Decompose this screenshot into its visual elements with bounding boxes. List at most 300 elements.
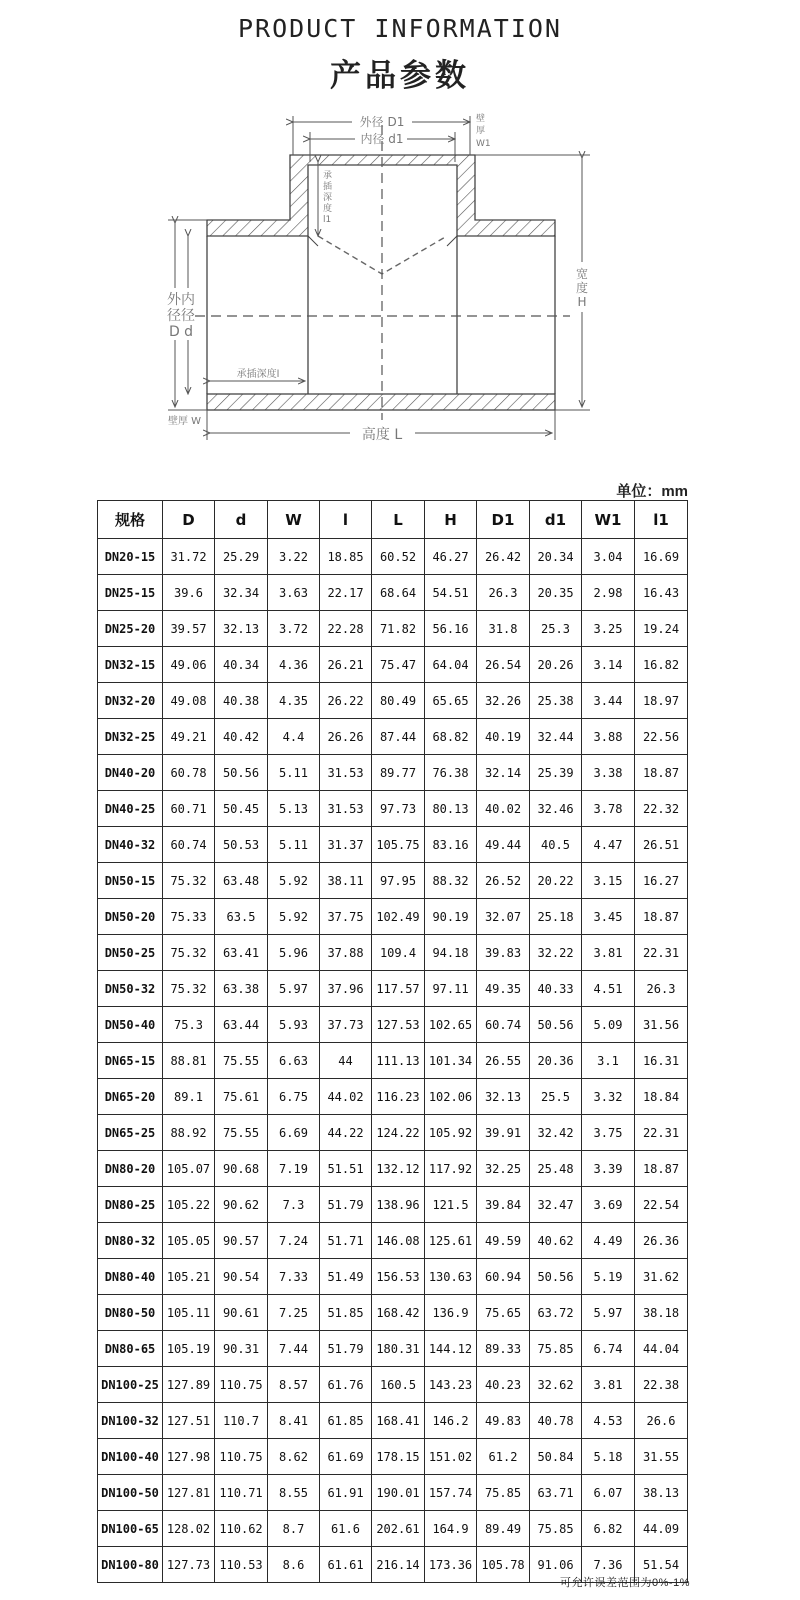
spec-cell: DN100-25 bbox=[98, 1367, 163, 1403]
value-cell: 38.11 bbox=[320, 863, 372, 899]
tee-fitting-diagram bbox=[160, 108, 610, 448]
value-cell: 37.73 bbox=[320, 1007, 372, 1043]
value-cell: 90.62 bbox=[215, 1187, 268, 1223]
value-cell: 5.92 bbox=[268, 899, 320, 935]
table-row bbox=[98, 791, 688, 827]
value-cell: 26.21 bbox=[320, 647, 372, 683]
spec-cell: DN50-40 bbox=[98, 1007, 163, 1043]
value-cell: 97.11 bbox=[425, 971, 477, 1007]
value-cell: 31.56 bbox=[635, 1007, 688, 1043]
value-cell: 7.44 bbox=[268, 1331, 320, 1367]
value-cell: 63.44 bbox=[215, 1007, 268, 1043]
value-cell: 32.22 bbox=[530, 935, 582, 971]
value-cell: 90.68 bbox=[215, 1151, 268, 1187]
value-cell: 61.69 bbox=[320, 1439, 372, 1475]
value-cell: 16.43 bbox=[635, 575, 688, 611]
value-cell: 64.04 bbox=[425, 647, 477, 683]
table-row bbox=[98, 611, 688, 647]
value-cell: 5.97 bbox=[582, 1295, 635, 1331]
value-cell: 40.5 bbox=[530, 827, 582, 863]
socket-depth-l1-1: 承 bbox=[323, 171, 333, 181]
table-row bbox=[98, 935, 688, 971]
value-cell: 32.26 bbox=[477, 683, 530, 719]
value-cell: 75.47 bbox=[372, 647, 425, 683]
value-cell: 54.51 bbox=[425, 575, 477, 611]
spec-cell: DN32-25 bbox=[98, 719, 163, 755]
value-cell: 60.74 bbox=[477, 1007, 530, 1043]
value-cell: 127.53 bbox=[372, 1007, 425, 1043]
value-cell: 40.23 bbox=[477, 1367, 530, 1403]
value-cell: 5.11 bbox=[268, 755, 320, 791]
value-cell: 44.22 bbox=[320, 1115, 372, 1151]
value-cell: 63.41 bbox=[215, 935, 268, 971]
value-cell: 91.06 bbox=[530, 1547, 582, 1583]
spec-cell: DN80-50 bbox=[98, 1295, 163, 1331]
value-cell: 22.31 bbox=[635, 935, 688, 971]
value-cell: 25.29 bbox=[215, 539, 268, 575]
value-cell: 157.74 bbox=[425, 1475, 477, 1511]
value-cell: 25.38 bbox=[530, 683, 582, 719]
value-cell: 146.08 bbox=[372, 1223, 425, 1259]
value-cell: 19.24 bbox=[635, 611, 688, 647]
value-cell: 31.62 bbox=[635, 1259, 688, 1295]
value-cell: 37.88 bbox=[320, 935, 372, 971]
value-cell: 60.78 bbox=[163, 755, 215, 791]
value-cell: 32.34 bbox=[215, 575, 268, 611]
value-cell: 8.7 bbox=[268, 1511, 320, 1547]
value-cell: 31.72 bbox=[163, 539, 215, 575]
value-cell: 40.62 bbox=[530, 1223, 582, 1259]
value-cell: 6.75 bbox=[268, 1079, 320, 1115]
value-cell: 3.38 bbox=[582, 755, 635, 791]
value-cell: 89.33 bbox=[477, 1331, 530, 1367]
value-cell: 105.05 bbox=[163, 1223, 215, 1259]
value-cell: 51.51 bbox=[320, 1151, 372, 1187]
value-cell: 5.19 bbox=[582, 1259, 635, 1295]
value-cell: 63.48 bbox=[215, 863, 268, 899]
value-cell: 61.6 bbox=[320, 1511, 372, 1547]
value-cell: 31.37 bbox=[320, 827, 372, 863]
value-cell: 32.13 bbox=[215, 611, 268, 647]
value-cell: 60.71 bbox=[163, 791, 215, 827]
value-cell: 3.78 bbox=[582, 791, 635, 827]
height-l-label: 高度 L bbox=[361, 427, 403, 443]
value-cell: 60.52 bbox=[372, 539, 425, 575]
value-cell: 37.96 bbox=[320, 971, 372, 1007]
value-cell: 83.16 bbox=[425, 827, 477, 863]
value-cell: 44 bbox=[320, 1043, 372, 1079]
spec-cell: DN40-32 bbox=[98, 827, 163, 863]
value-cell: 89.1 bbox=[163, 1079, 215, 1115]
value-cell: 101.34 bbox=[425, 1043, 477, 1079]
value-cell: 25.39 bbox=[530, 755, 582, 791]
value-cell: 3.44 bbox=[582, 683, 635, 719]
column-header: W bbox=[268, 501, 320, 539]
value-cell: 127.81 bbox=[163, 1475, 215, 1511]
tolerance-note: 可允许误差范围为0%-1% bbox=[560, 1577, 690, 1589]
value-cell: 32.47 bbox=[530, 1187, 582, 1223]
value-cell: 44.02 bbox=[320, 1079, 372, 1115]
value-cell: 75.55 bbox=[215, 1115, 268, 1151]
value-cell: 51.54 bbox=[635, 1547, 688, 1583]
value-cell: 89.49 bbox=[477, 1511, 530, 1547]
value-cell: 31.53 bbox=[320, 791, 372, 827]
value-cell: 50.53 bbox=[215, 827, 268, 863]
value-cell: 5.97 bbox=[268, 971, 320, 1007]
socket-depth-l1-3: 深 bbox=[323, 193, 333, 203]
value-cell: 90.19 bbox=[425, 899, 477, 935]
value-cell: 18.87 bbox=[635, 755, 688, 791]
value-cell: 3.63 bbox=[268, 575, 320, 611]
value-cell: 75.85 bbox=[477, 1475, 530, 1511]
spec-cell: DN20-15 bbox=[98, 539, 163, 575]
value-cell: 49.21 bbox=[163, 719, 215, 755]
column-header: d bbox=[215, 501, 268, 539]
column-header: 规格 bbox=[98, 501, 163, 539]
value-cell: 7.25 bbox=[268, 1295, 320, 1331]
spec-cell: DN100-50 bbox=[98, 1475, 163, 1511]
spec-cell: DN65-25 bbox=[98, 1115, 163, 1151]
value-cell: 7.24 bbox=[268, 1223, 320, 1259]
value-cell: 5.96 bbox=[268, 935, 320, 971]
outer-diameter-d1-label: 外径 D1 bbox=[359, 115, 405, 129]
value-cell: 127.73 bbox=[163, 1547, 215, 1583]
value-cell: 26.26 bbox=[320, 719, 372, 755]
value-cell: 40.78 bbox=[530, 1403, 582, 1439]
value-cell: 5.11 bbox=[268, 827, 320, 863]
value-cell: 63.38 bbox=[215, 971, 268, 1007]
spec-cell: DN25-15 bbox=[98, 575, 163, 611]
value-cell: 49.06 bbox=[163, 647, 215, 683]
table-row bbox=[98, 719, 688, 755]
spec-cell: DN50-32 bbox=[98, 971, 163, 1007]
value-cell: 124.22 bbox=[372, 1115, 425, 1151]
value-cell: 5.93 bbox=[268, 1007, 320, 1043]
value-cell: 132.12 bbox=[372, 1151, 425, 1187]
value-cell: 5.18 bbox=[582, 1439, 635, 1475]
value-cell: 3.32 bbox=[582, 1079, 635, 1115]
value-cell: 4.4 bbox=[268, 719, 320, 755]
value-cell: 60.94 bbox=[477, 1259, 530, 1295]
table-row bbox=[98, 1115, 688, 1151]
value-cell: 80.49 bbox=[372, 683, 425, 719]
column-header: L bbox=[372, 501, 425, 539]
value-cell: 178.15 bbox=[372, 1439, 425, 1475]
value-cell: 151.02 bbox=[425, 1439, 477, 1475]
value-cell: 168.41 bbox=[372, 1403, 425, 1439]
value-cell: 68.64 bbox=[372, 575, 425, 611]
value-cell: 39.6 bbox=[163, 575, 215, 611]
value-cell: 51.85 bbox=[320, 1295, 372, 1331]
socket-depth-l1-4: 度 bbox=[323, 204, 333, 214]
value-cell: 180.31 bbox=[372, 1331, 425, 1367]
value-cell: 31.53 bbox=[320, 755, 372, 791]
value-cell: 16.31 bbox=[635, 1043, 688, 1079]
value-cell: 56.16 bbox=[425, 611, 477, 647]
value-cell: 18.84 bbox=[635, 1079, 688, 1115]
value-cell: 75.65 bbox=[477, 1295, 530, 1331]
value-cell: 6.74 bbox=[582, 1331, 635, 1367]
spec-cell: DN32-15 bbox=[98, 647, 163, 683]
value-cell: 61.61 bbox=[320, 1547, 372, 1583]
value-cell: 4.36 bbox=[268, 647, 320, 683]
value-cell: 50.56 bbox=[530, 1007, 582, 1043]
value-cell: 8.41 bbox=[268, 1403, 320, 1439]
value-cell: 26.52 bbox=[477, 863, 530, 899]
spec-cell: DN80-65 bbox=[98, 1331, 163, 1367]
value-cell: 164.9 bbox=[425, 1511, 477, 1547]
value-cell: 88.32 bbox=[425, 863, 477, 899]
value-cell: 46.27 bbox=[425, 539, 477, 575]
spec-cell: DN50-20 bbox=[98, 899, 163, 935]
value-cell: 18.87 bbox=[635, 1151, 688, 1187]
value-cell: 51.79 bbox=[320, 1187, 372, 1223]
value-cell: 75.85 bbox=[530, 1331, 582, 1367]
spec-cell: DN80-25 bbox=[98, 1187, 163, 1223]
value-cell: 80.13 bbox=[425, 791, 477, 827]
value-cell: 7.36 bbox=[582, 1547, 635, 1583]
value-cell: 49.83 bbox=[477, 1403, 530, 1439]
table-row bbox=[98, 1511, 688, 1547]
value-cell: 117.92 bbox=[425, 1151, 477, 1187]
value-cell: 3.39 bbox=[582, 1151, 635, 1187]
table-header-row bbox=[98, 501, 688, 539]
value-cell: 61.76 bbox=[320, 1367, 372, 1403]
value-cell: 20.22 bbox=[530, 863, 582, 899]
value-cell: 63.72 bbox=[530, 1295, 582, 1331]
value-cell: 2.98 bbox=[582, 575, 635, 611]
value-cell: 6.69 bbox=[268, 1115, 320, 1151]
value-cell: 110.71 bbox=[215, 1475, 268, 1511]
value-cell: 32.13 bbox=[477, 1079, 530, 1115]
value-cell: 39.57 bbox=[163, 611, 215, 647]
value-cell: 40.38 bbox=[215, 683, 268, 719]
table-row bbox=[98, 647, 688, 683]
value-cell: 3.04 bbox=[582, 539, 635, 575]
wall-w1-label-1: 壁 bbox=[476, 114, 486, 124]
value-cell: 75.85 bbox=[530, 1511, 582, 1547]
table-row bbox=[98, 971, 688, 1007]
value-cell: 127.98 bbox=[163, 1439, 215, 1475]
table-row bbox=[98, 1007, 688, 1043]
value-cell: 143.23 bbox=[425, 1367, 477, 1403]
column-header: d1 bbox=[530, 501, 582, 539]
value-cell: 26.54 bbox=[477, 647, 530, 683]
width-h-label-3: H bbox=[577, 295, 587, 309]
value-cell: 63.5 bbox=[215, 899, 268, 935]
spec-cell: DN50-25 bbox=[98, 935, 163, 971]
value-cell: 61.2 bbox=[477, 1439, 530, 1475]
value-cell: 128.02 bbox=[163, 1511, 215, 1547]
column-header: l1 bbox=[635, 501, 688, 539]
value-cell: 146.2 bbox=[425, 1403, 477, 1439]
value-cell: 110.53 bbox=[215, 1547, 268, 1583]
value-cell: 16.82 bbox=[635, 647, 688, 683]
spec-cell: DN80-20 bbox=[98, 1151, 163, 1187]
outer-inner-dia-label-3: D d bbox=[168, 324, 194, 340]
value-cell: 3.69 bbox=[582, 1187, 635, 1223]
table-row bbox=[98, 827, 688, 863]
value-cell: 22.56 bbox=[635, 719, 688, 755]
value-cell: 216.14 bbox=[372, 1547, 425, 1583]
table-row bbox=[98, 863, 688, 899]
value-cell: 3.45 bbox=[582, 899, 635, 935]
value-cell: 105.21 bbox=[163, 1259, 215, 1295]
value-cell: 26.42 bbox=[477, 539, 530, 575]
title-english: PRODUCT INFORMATION bbox=[238, 14, 562, 43]
value-cell: 75.55 bbox=[215, 1043, 268, 1079]
socket-depth-l1-2: 插 bbox=[323, 182, 333, 192]
value-cell: 8.6 bbox=[268, 1547, 320, 1583]
value-cell: 97.95 bbox=[372, 863, 425, 899]
value-cell: 44.04 bbox=[635, 1331, 688, 1367]
value-cell: 75.61 bbox=[215, 1079, 268, 1115]
socket-depth-l1-5: l1 bbox=[323, 215, 332, 225]
value-cell: 110.75 bbox=[215, 1439, 268, 1475]
value-cell: 127.51 bbox=[163, 1403, 215, 1439]
value-cell: 111.13 bbox=[372, 1043, 425, 1079]
value-cell: 8.55 bbox=[268, 1475, 320, 1511]
value-cell: 32.46 bbox=[530, 791, 582, 827]
value-cell: 102.49 bbox=[372, 899, 425, 935]
value-cell: 39.83 bbox=[477, 935, 530, 971]
value-cell: 156.53 bbox=[372, 1259, 425, 1295]
value-cell: 32.62 bbox=[530, 1367, 582, 1403]
value-cell: 40.33 bbox=[530, 971, 582, 1007]
value-cell: 18.87 bbox=[635, 899, 688, 935]
value-cell: 25.48 bbox=[530, 1151, 582, 1187]
spec-cell: DN80-32 bbox=[98, 1223, 163, 1259]
value-cell: 18.85 bbox=[320, 539, 372, 575]
value-cell: 37.75 bbox=[320, 899, 372, 935]
value-cell: 40.34 bbox=[215, 647, 268, 683]
value-cell: 50.56 bbox=[215, 755, 268, 791]
value-cell: 173.36 bbox=[425, 1547, 477, 1583]
value-cell: 110.7 bbox=[215, 1403, 268, 1439]
table-row bbox=[98, 1151, 688, 1187]
wall-w1-label-3: W1 bbox=[476, 139, 491, 149]
value-cell: 22.28 bbox=[320, 611, 372, 647]
table-row bbox=[98, 1223, 688, 1259]
value-cell: 71.82 bbox=[372, 611, 425, 647]
value-cell: 4.53 bbox=[582, 1403, 635, 1439]
value-cell: 87.44 bbox=[372, 719, 425, 755]
value-cell: 49.08 bbox=[163, 683, 215, 719]
spec-cell: DN40-25 bbox=[98, 791, 163, 827]
value-cell: 105.11 bbox=[163, 1295, 215, 1331]
table-row bbox=[98, 1331, 688, 1367]
inner-diameter-d1-label: 内径 d1 bbox=[360, 132, 404, 146]
value-cell: 76.38 bbox=[425, 755, 477, 791]
value-cell: 49.35 bbox=[477, 971, 530, 1007]
value-cell: 136.9 bbox=[425, 1295, 477, 1331]
value-cell: 190.01 bbox=[372, 1475, 425, 1511]
value-cell: 6.63 bbox=[268, 1043, 320, 1079]
table-row bbox=[98, 1475, 688, 1511]
value-cell: 202.61 bbox=[372, 1511, 425, 1547]
value-cell: 127.89 bbox=[163, 1367, 215, 1403]
value-cell: 138.96 bbox=[372, 1187, 425, 1223]
column-header: D bbox=[163, 501, 215, 539]
value-cell: 130.63 bbox=[425, 1259, 477, 1295]
value-cell: 8.62 bbox=[268, 1439, 320, 1475]
value-cell: 5.13 bbox=[268, 791, 320, 827]
value-cell: 61.85 bbox=[320, 1403, 372, 1439]
value-cell: 25.3 bbox=[530, 611, 582, 647]
value-cell: 16.69 bbox=[635, 539, 688, 575]
value-cell: 3.25 bbox=[582, 611, 635, 647]
value-cell: 22.17 bbox=[320, 575, 372, 611]
table-row bbox=[98, 1367, 688, 1403]
column-header: W1 bbox=[582, 501, 635, 539]
table-row bbox=[98, 1403, 688, 1439]
value-cell: 117.57 bbox=[372, 971, 425, 1007]
table-row bbox=[98, 575, 688, 611]
value-cell: 3.88 bbox=[582, 719, 635, 755]
value-cell: 50.84 bbox=[530, 1439, 582, 1475]
value-cell: 3.72 bbox=[268, 611, 320, 647]
value-cell: 51.71 bbox=[320, 1223, 372, 1259]
value-cell: 110.62 bbox=[215, 1511, 268, 1547]
unit-label: 单位：mm bbox=[616, 483, 688, 500]
value-cell: 88.92 bbox=[163, 1115, 215, 1151]
value-cell: 94.18 bbox=[425, 935, 477, 971]
value-cell: 105.07 bbox=[163, 1151, 215, 1187]
value-cell: 121.5 bbox=[425, 1187, 477, 1223]
spec-cell: DN100-80 bbox=[98, 1547, 163, 1583]
value-cell: 90.54 bbox=[215, 1259, 268, 1295]
table-row bbox=[98, 683, 688, 719]
value-cell: 63.71 bbox=[530, 1475, 582, 1511]
value-cell: 7.3 bbox=[268, 1187, 320, 1223]
spec-cell: DN40-20 bbox=[98, 755, 163, 791]
spec-table bbox=[97, 500, 688, 1583]
value-cell: 61.91 bbox=[320, 1475, 372, 1511]
socket-depth-l-label: 承插深度l bbox=[236, 369, 280, 380]
outer-inner-dia-label-2: 径径 bbox=[167, 308, 195, 324]
value-cell: 26.3 bbox=[477, 575, 530, 611]
table-row bbox=[98, 1439, 688, 1475]
value-cell: 51.49 bbox=[320, 1259, 372, 1295]
value-cell: 40.42 bbox=[215, 719, 268, 755]
value-cell: 89.77 bbox=[372, 755, 425, 791]
value-cell: 105.78 bbox=[477, 1547, 530, 1583]
value-cell: 3.22 bbox=[268, 539, 320, 575]
value-cell: 26.22 bbox=[320, 683, 372, 719]
value-cell: 75.33 bbox=[163, 899, 215, 935]
value-cell: 32.42 bbox=[530, 1115, 582, 1151]
value-cell: 90.31 bbox=[215, 1331, 268, 1367]
spec-cell: DN80-40 bbox=[98, 1259, 163, 1295]
value-cell: 32.07 bbox=[477, 899, 530, 935]
value-cell: 26.3 bbox=[635, 971, 688, 1007]
value-cell: 26.6 bbox=[635, 1403, 688, 1439]
value-cell: 32.44 bbox=[530, 719, 582, 755]
value-cell: 75.3 bbox=[163, 1007, 215, 1043]
value-cell: 22.54 bbox=[635, 1187, 688, 1223]
column-header: l bbox=[320, 501, 372, 539]
value-cell: 32.25 bbox=[477, 1151, 530, 1187]
value-cell: 16.27 bbox=[635, 863, 688, 899]
value-cell: 44.09 bbox=[635, 1511, 688, 1547]
spec-cell: DN100-32 bbox=[98, 1403, 163, 1439]
wall-w1-label-2: 厚 bbox=[476, 126, 486, 136]
value-cell: 38.13 bbox=[635, 1475, 688, 1511]
value-cell: 5.09 bbox=[582, 1007, 635, 1043]
value-cell: 4.47 bbox=[582, 827, 635, 863]
value-cell: 105.19 bbox=[163, 1331, 215, 1367]
spec-cell: DN100-40 bbox=[98, 1439, 163, 1475]
